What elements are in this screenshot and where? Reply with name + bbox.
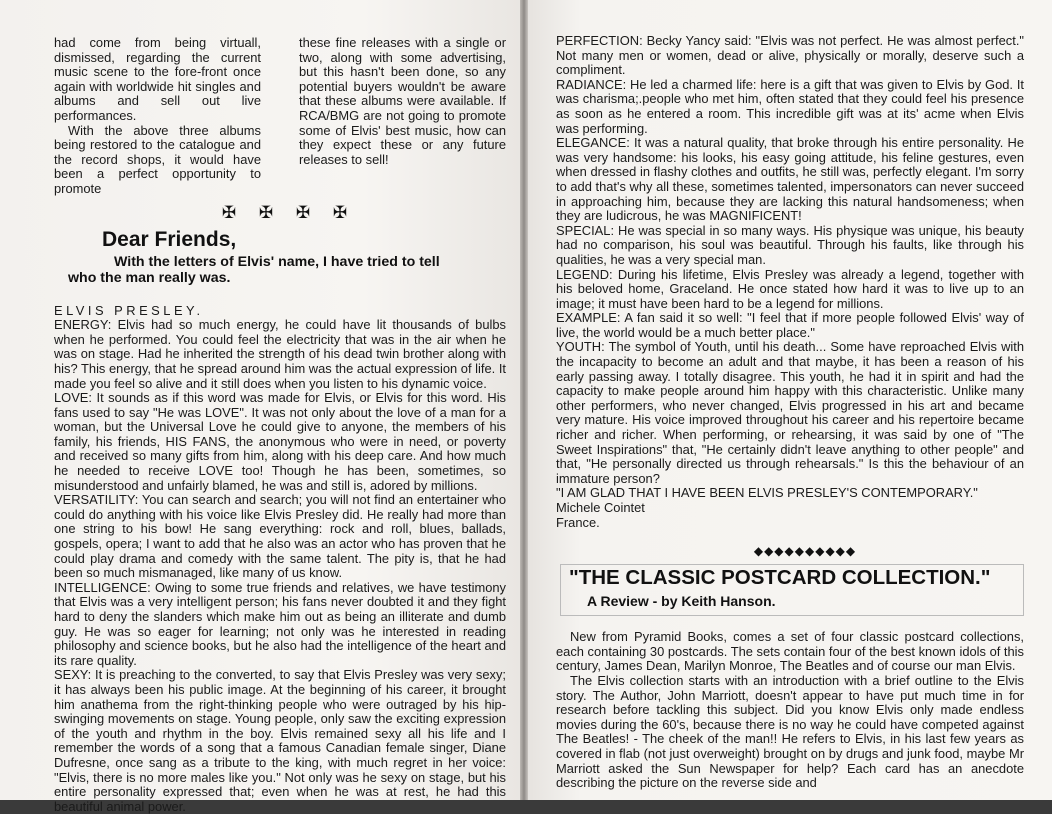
subheading-line: With the letters of Elvis' name, I have tried to tell — [114, 253, 440, 270]
acrostic-entry-versatility: VERSATILITY: You can search and search; you will not find an entertainer who could do anything with his voice like Elvis Presley did. He really had more than one string to his bow! He sang everything: rock and roll, blues, ballads, gospels, opera; I want to add that he also was an actor who has proven that he could play drama and comedy with the same talent. The pity is, that he had been so much mismanaged, like many of us know. — [54, 492, 506, 581]
closing-quote: "I AM GLAD THAT I HAVE BEEN ELVIS PRESLEY'S CONTEMPORARY." — [556, 485, 978, 501]
paragraph: The Elvis collection starts with an introduction with a brief outline to the Elvis story. The Author, John Marriott, doesn't appear to have put much time in for research before tackling this subject. Did you know Elvis only made endless movies during the 60's, because there is no way he could have competed against The Beatles! - The cheek of the man!! He refers to Elvis, in his last few years as covered in flab (not just overweight) brought on by drugs and junk food, maybe Mr Marriott asked the Sun Newspaper for help? Each card has an anecdote describing the picture on the reverse side and — [556, 672, 1024, 791]
name-heading: ELVIS PRESLEY. — [54, 302, 204, 318]
diamond-divider: ◆◆◆◆◆◆◆◆◆◆ — [753, 544, 857, 559]
left-page — [0, 0, 520, 814]
acrostic-entry-radiance: RADIANCE: He led a charmed life: here is a gift that was given to Elvis by God. It was charisma;.people who met him, often stated that they could feel his presence as soon as he entered a room. This incredible gift was at its' acme when Elvis was performing. — [556, 76, 1024, 136]
paragraph: New from Pyramid Books, comes a set of four classic postcard collections, each containing 30 postcards. The sets contain four of the best known idols of this century, James Dean, Marilyn Monroe, The Beatles and of course our man Elvis. — [556, 629, 1024, 674]
dear-friends-heading: Dear Friends, — [102, 227, 237, 251]
dear-friends-subheading — [54, 254, 506, 286]
intro-columns — [54, 36, 506, 197]
paragraph: With the above three albums being restored to the catalogue and the record shops, it would have been a perfect opportunity to promote — [54, 122, 261, 196]
subheading-line: who the man really was. — [68, 269, 231, 286]
elvis-acrostic-section — [54, 304, 506, 814]
postcard-review-title: "THE CLASSIC POSTCARD COLLECTION." — [569, 566, 991, 590]
review-byline: A Review - by Keith Hanson. — [587, 593, 776, 610]
paragraph: these fine releases with a single or two, along with some advertising, but this hasn't been done, so any potential buyers wouldn't be aware that these albums were available. If RCA/BMG are not going to promote some of Elvis' best music, how can they expect these or any future releases to sell! — [299, 35, 506, 167]
acrostic-entry-legend: LEGEND: During his lifetime, Elvis Presley was already a legend, together with his beloved home, Graceland. He once stated how hard it was to live up to an image; it must have been hard to be a legend for millions. — [556, 266, 1024, 311]
author-country: France. — [556, 514, 600, 530]
acrostic-entry-example: EXAMPLE: A fan said it so well: "I feel that if more people followed Elvis' way of live, the world would be a much better place." — [556, 310, 1024, 340]
acrostic-entry-perfection: PERFECTION: Becky Yancy said: "Elvis was not perfect. He was almost perfect." Not many men or women, dead or alive, physically or morally, deserve such a compliment. — [556, 33, 1024, 78]
paragraph: had come from being virtuall, dismissed, regarding the current music scene to the fore-front once again with worldwide hit singles and albums and sell out live performances. — [54, 35, 261, 123]
intro-column-2 — [299, 36, 506, 197]
acrostic-entry-love: LOVE: It sounds as if this word was made for Elvis, or Elvis for this word. His fans used to say "He was LOVE". It was not only about the love of a man for a woman, but the Universal Love he could give to anyone, the members of his family, his friends, HIS FANS, the anonymous who were in need, or poverty and received so many gifts from him, along with his deep care. And how much he needed to receive LOVE too! Though he has been, sometimes, so misunderstood and unfairly blamed, he was and still is, adored by millions. — [54, 390, 506, 493]
right-page — [528, 0, 1052, 800]
acrostic-entry-elegance: ELEGANCE: It was a natural quality, that broke through his entire personality. He was very handsome: his looks, his easy going attitude, his feline gestures, even when dressed in flashy clothes and outfits, he still was, perfectly elegant. I'm sorry to add that's why all these, sometimes talented, impersonators can never succeed in approaching him, because they are lacking this natural handsomeness; when they are ludicrous, he was MAGNIFICENT! — [556, 135, 1024, 224]
acrostic-entry-special: SPECIAL: He was special in so many ways. His physique was unique, his beauty had no comparison, his soul was beautiful. Through his faults, like through his qualities, he was a very special man. — [556, 222, 1024, 267]
ornament-divider: ✠ ✠ ✠ ✠ — [221, 202, 357, 222]
author-name: Michele Cointet — [556, 500, 645, 515]
acrostic-entry-youth: YOUTH: The symbol of Youth, until his death... Some have reproached Elvis with the incapacity to become an adult and that maybe, it has been a reason of his early passing away. I totally disagree. This youth, he had it in spirit and had the capacity to make people around him happy with this characteristic. Unlike many other performers, who never changed, Elvis progressed in his art and became very mature. His voice improved throughout his career and his repertoire became richer and richer. When performing, or rehearsing, it was said by one of "The Sweet Inspirations" that, "He certainly didn't leave anything to other people" and that, "He personally directed us through rehearsals." Is this the behaviour of an immature person? — [556, 339, 1024, 486]
acrostic-entry-intelligence: INTELLIGENCE: Owing to some true friends and relatives, we have testimony that Elvis was a very intelligent person; his fans never doubted it and they fight hard to deny the slanders which make him out as being an illiterate and dumb guy. He was so eager for learning; not only was he interested in reading philosophy and science books, but he also had the intelligence of the heart and its rare quality. — [54, 579, 506, 668]
acrostic-entry-energy: ENERGY: Elvis had so much energy, he could have lit thousands of bulbs when he performed. You could feel the electricity that was in the air when he was on stage. Had he inherited the strength of his dead twin brother along with his? This energy, that he spread around him was the actual expression of life. It made you feel so alive and it still does when you listen to his dynamic voice. — [54, 317, 506, 391]
intro-column-1 — [54, 36, 261, 197]
postcard-review-body — [556, 630, 1024, 791]
postcard-review-header — [560, 564, 1024, 616]
page-gutter — [520, 0, 528, 800]
acrostic-entry-sexy: SEXY: It is preaching to the converted, to say that Elvis Presley was very sexy; it has always been his public image. At the beginning of his career, it brought him anathema from the right-thinking people who were outraged by his hip-swinging movements on stage. Young people, only saw the exciting expression of the youth and rhythm in the boy. Elvis remained sexy all his life and I remember the words of a song that a famous Canadian female singer, Diane Dufresne, once sang as a tribute to the king, with much regret in her voice: "Elvis, there is no more males like you." Not only was he sexy on stage, but his entire personality expressed that; even when he was at rest, he had this beautiful animal power. — [54, 667, 506, 814]
